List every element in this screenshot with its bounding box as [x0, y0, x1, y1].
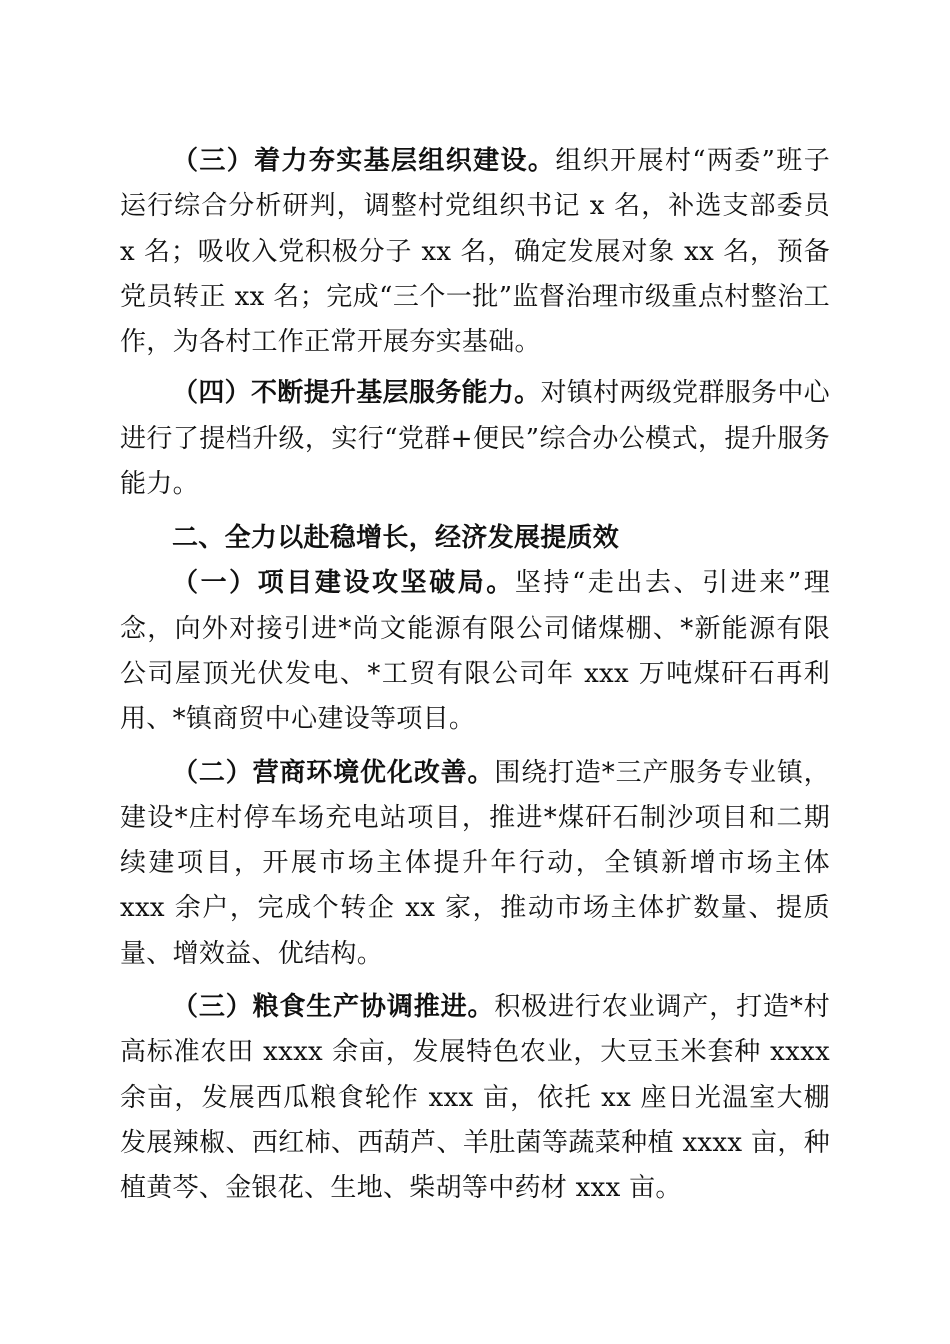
- paragraph-project-construction: [120, 561, 830, 742]
- paragraph-body: 积极进行农业调产，打造*村高标准农田 xxxx 余亩，发展特色农业，大豆玉米套种 xxxx 余亩，发展西瓜粮食轮作 xxx 亩，依托 xx 座日光温室大棚发展辣椒、西红柿、西葫芦、羊肚菌等蔬菜种植 xxxx 亩，种植黄芩、金银花、生地、柴胡等中药材 xxx 亩。: [120, 992, 830, 1204]
- paragraph-grain-production: [120, 985, 830, 1211]
- paragraph-lead: （四）不断提升基层服务能力。: [172, 378, 541, 409]
- paragraph-body: 对镇村两级党群服务中心进行了提档升级，实行“党群+便民”综合办公模式，提升服务能力。: [120, 378, 830, 500]
- paragraph-lead: （三）着力夯实基层组织建设。: [172, 146, 556, 176]
- document-body: [120, 139, 830, 1212]
- paragraph-lead: （二）营商环境优化改善。: [172, 757, 495, 788]
- paragraph-business-environment: [120, 751, 830, 977]
- paragraph-improve-grassroots-service: [120, 371, 830, 507]
- paragraph-body: 坚持“走出去、引进来”理念，向外对接引进*尚文能源有限公司储煤棚、*新能源有限公司屋顶光伏发电、*工贸有限公司年 xxx 万吨煤矸石再利用、*镇商贸中心建设等项目。: [120, 568, 830, 735]
- paragraph-body: 围绕打造*三产服务专业镇，建设*庄村停车场充电站项目，推进*煤矸石制沙项目和二期续建项目，开展市场主体提升年行动，全镇新增市场主体 xxx 余户，完成个转企 xx 家，推动市场主体扩数量、提质量、增效益、优结构。: [120, 757, 830, 969]
- paragraph-strengthen-grassroots-organization: [120, 139, 830, 365]
- paragraph-lead: （一）项目建设攻坚破局。: [172, 568, 515, 599]
- paragraph-lead: （三）粮食生产协调推进。: [172, 992, 495, 1023]
- paragraph-body: 组织开展村“两委”班子运行综合分析研判，调整村党组织书记 x 名，补选支部委员 x 名；吸收入党积极分子 xx 名，确定发展对象 xx 名，预备党员转正 xx 名；完成“三个一批”监督治理市级重点村整治工作，为各村工作正常开展夯实基础。: [120, 146, 830, 358]
- section-heading-economic-development: 二、全力以赴稳增长，经济发展提质效: [172, 523, 620, 554]
